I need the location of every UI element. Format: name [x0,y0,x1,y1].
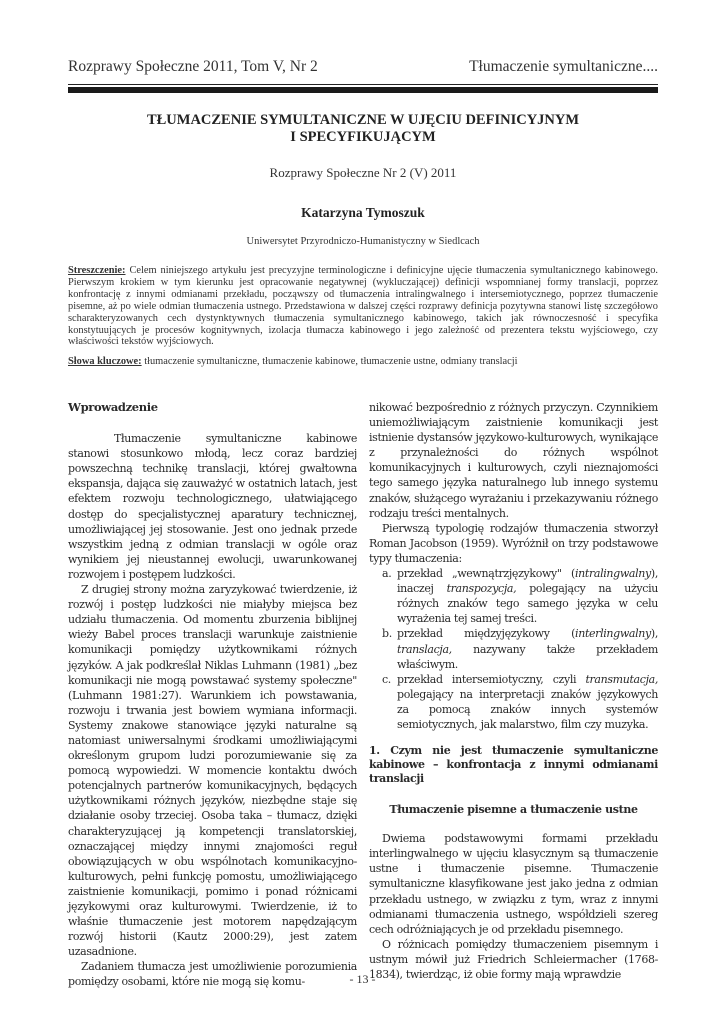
page-number: - 13 - [349,972,376,986]
title-line-1: TŁUMACZENIE SYMULTANICZNE W UJĘCIU DEFINICYJNYM [146,112,580,128]
paragraph: Tłumaczenie symultaniczne kabinowe stanowi stosunkowo młodą, lecz coraz bardziej powszechną technikę translacji, której gwałtowna ekspansja, dająca się zauważyć w ostatnich latach, jest efektem rozwoju technologicznego, ułatwiającego dostęp do specjalistycznej aparatury technicznej, umożliwiającej jej stosowanie. Jest ono jednak przede wszystkim jedną z odmian translacji w ogóle oraz wynikiem jej nieustannej ewolucji, uwarunkowanej rozwojem i postępem ludzkości. [68,432,357,581]
abstract-label: Streszczenie: [68,265,126,276]
abstract-text: Celem niniejszego artykułu jest precyzyjne terminologiczne i definicyjne ujęcie tłumaczenia symultanicznego kabinowego. Pierwszym krokiem w tym kierunku jest opracowanie negatywnej (wykluczającej) definicji wspomnianej formy translacji, poprzez konfrontację z innymi odmianami przekładu, począwszy od tłumaczenia intralingwalnego i intersemiotycznego, poprzez tłumaczenie pisemne, aż po wiele odmian tłumaczenia ustnego. Przedstawiona w dalszej części rozprawy definicja pozytywna stanowi listę szczegółowo scharakteryzowanych cech dystynktywnych tłumaczenia symultanicznego kabinowego, takich jak równoczesność i specyfika konstytuujących je procesów kognitywnych, izolacja tłumacza kabinowego i jego zależność od prezentera tekstu wyjściowego, czy właściwości tekstów wyjściowych. [68,265,658,348]
header-rule-thick [68,87,658,93]
header-rule-thin [68,84,658,85]
list-item [382,626,658,671]
journal-citation: Rozprawy Społeczne Nr 2 (V) 2011 [269,165,457,180]
list-marker: a. [382,567,392,581]
subsection-heading: Tłumaczenie pisemne a tłumaczenie ustne [389,803,638,817]
list-marker: b. [382,627,392,641]
author-name: Katarzyna Tymoszuk [301,205,425,220]
keywords-label: Słowa kluczowe: [68,356,142,367]
list-marker: c. [382,672,391,686]
list-item [382,672,658,732]
list-item-body: przekład intersemiotyczny, czyli transmutacja, polegający na interpretacji znaków językowych za pomocą znaków innych systemów semiotycznych, jak malarstwo, film czy muzyka. [397,672,658,731]
abstract [68,265,658,348]
left-column [68,400,357,990]
paragraph: Z drugiej strony można zaryzykować twierdzenie, iż rozwój i postęp ludzkości nie miałyby miejsca bez udziału tłumaczenia. Od momentu zburzenia biblijnej wieży Babel proces translacji warunkuje zaistnienie komunikacji pomiędzy użytkownikami różnych języków. A jak podkreślał Niklas Luhmann (1981) „bez komunikacji nie mogą powstawać systemy społeczne" (Luhmann 1981:27). Warunkiem ich powstawania, rozwoju i trwania jest bowiem wymiana informacji. Systemy znakowe stanowiące języki naturalne są natomiast uniwersalnymi środkami umożliwiającymi określonym grupom ludzi porozumiewanie się za pomocą wypowiedzi. W momencie kontaktu dwóch potencjalnych partnerów komunikacyjnych, będących użytkownikami różnych języków, niezbędne staje się działanie osoby trzeciej. Osoba taka – tłumacz, dzięki charakteryzującej ją kompetencji translatorskiej, oznaczającej między innymi znajomości reguł obowiązujących w obu wspólnotach komunikacyjno-kulturowych, pełni funkcję pomostu, umożliwiającego zaistnienie komunikacji, pomimo i ponad różnicami językowymi oraz kulturowymi. Twierdzenie, iż to właśnie tłumaczenie jest motorem napędzającym rozwój historii (Kautz 2000:29), jest zatem uzasadnione. [68,583,357,959]
title-line-2: I SPECYFIKUJĄCYM [290,129,436,145]
list-item [382,566,658,626]
paragraph: Dwiema podstawowymi formami przekładu interlingwalnego w ujęciu klasycznym są tłumaczenie ustne i tłumaczenie pisemne. Tłumaczenie symultaniczne klasyfikowane jest jako jedna z odmian przekładu ustnego, w związku z tym, wraz z innymi odmianami tłumaczenia ustnego, współdzieli szereg cech odróżniających je od przekładu pisemnego. [369,832,658,936]
running-head [68,58,658,76]
keywords [68,356,658,367]
section-heading-introduction: Wprowadzenie [68,400,158,414]
paragraph: O różnicach pomiędzy tłumaczeniem pisemnym i ustnym mówił już Friedrich Schleiermacher (1768-1834), twierdząc, iż obie formy mają wprawdzie [369,937,658,981]
article-title [68,112,658,146]
paragraph: nikować bezpośrednio z różnych przyczyn. Czynnikiem uniemożliwiającym zaistnienie komunikacji jest istnienie dystansów językowo-kulturowych, wynikające z przynależności do różnych wspólnot komunikacyjnych i kulturowych, czyli nieznajomości tego samego języka naturalnego lub innego systemu znaków, służącego wyrażaniu i przekazywaniu różnego rodzaju treści mentalnych. [369,401,658,520]
paragraph: Zadaniem tłumacza jest umożliwienie porozumienia pomiędzy osobami, które nie mogą się komu- [68,960,357,989]
right-column [369,400,658,982]
running-head-right: Tłumaczenie symultaniczne.... [469,58,658,75]
list-item-body: przekład „wewnątrzjęzykowy" (intralingwalny), inaczej transpozycja, polegający na użyciu różnych znaków tego samego języka w celu wyrażenia tej samej treści. [397,567,659,626]
translation-types-list [369,566,658,732]
section-heading-1: 1. Czym nie jest tłumaczenie symultaniczne kabinowe – konfrontacja z innymi odmianami translacji [369,744,658,786]
list-item-body: przekład międzyjęzykowy (interlingwalny), translacja, nazywany także przekładem właściwym. [397,627,658,671]
paragraph: Pierwszą typologię rodzajów tłumaczenia stworzył Roman Jacobson (1959). Wyróżnił on trzy podstawowe typy tłumaczenia: [369,521,658,565]
running-head-left: Rozprawy Społeczne 2011, Tom V, Nr 2 [68,58,318,75]
author-affiliation: Uniwersytet Przyrodniczo-Humanistyczny w Siedlcach [246,236,480,247]
keywords-text: tłumaczenie symultaniczne, tłumaczenie kabinowe, tłumaczenie ustne, odmiany translacji [141,356,518,367]
